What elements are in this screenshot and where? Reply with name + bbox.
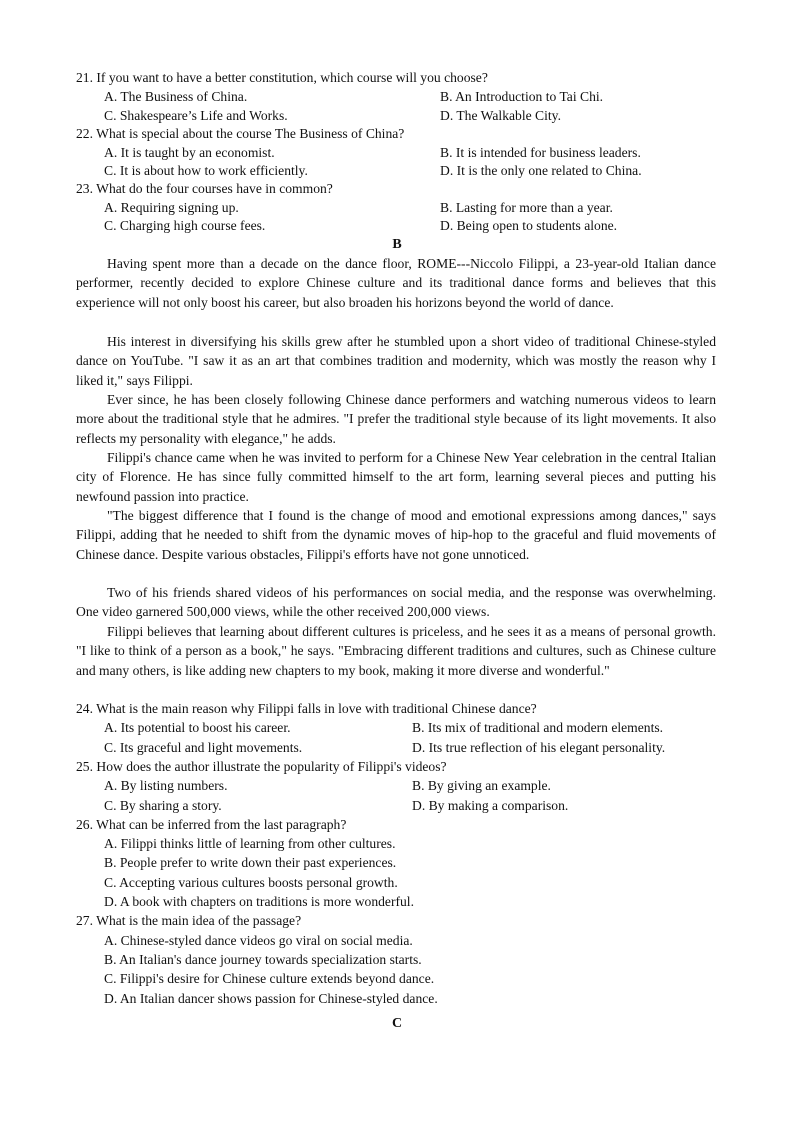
q21-option-b: B. An Introduction to Tai Chi. — [440, 89, 604, 104]
q22-option-b: B. It is intended for business leaders. — [440, 145, 641, 160]
q25-option-c: C. By sharing a story. — [104, 798, 222, 813]
passage-paragraph-3: Ever since, he has been closely following Chinese dance performers and watching numerous videos to learn more about the traditional style that he admires. "I prefer the traditional style because of its light movements. It also reflects my personality with elegance," he adds. — [76, 392, 716, 446]
q25-option-b: B. By giving an example. — [412, 778, 551, 793]
question-27: 27. What is the main idea of the passage? — [76, 913, 302, 928]
q26-option-c: C. Accepting various cultures boosts personal growth. — [104, 875, 398, 890]
q22-option-a: A. It is taught by an economist. — [104, 145, 275, 160]
q24-option-c: C. Its graceful and light movements. — [104, 740, 303, 755]
q23-option-c: C. Charging high course fees. — [104, 218, 266, 233]
q22-option-c: C. It is about how to work efficiently. — [104, 163, 308, 178]
q24-option-b: B. Its mix of traditional and modern elements. — [412, 720, 664, 735]
passage-paragraph-6: Two of his friends shared videos of his performances on social media, and the response was overwhelming. One video garnered 500,000 views, while the other received 200,000 views. — [76, 585, 716, 620]
q25-option-a: A. By listing numbers. — [104, 778, 228, 793]
q21-option-d: D. The Walkable City. — [440, 108, 561, 123]
q27-option-a: A. Chinese-styled dance videos go viral on social media. — [104, 933, 413, 948]
q21-option-a: A. The Business of China. — [104, 89, 248, 104]
passage-paragraph-4: Filippi's chance came when he was invited to perform for a Chinese New Year celebration in the central Italian city of Florence. He has since fully committed himself to the art form, learning several pieces and putting his newfound passion into practice. — [76, 450, 716, 504]
question-23: 23. What do the four courses have in common? — [76, 181, 333, 196]
q23-option-b: B. Lasting for more than a year. — [440, 200, 613, 215]
q22-option-d: D. It is the only one related to China. — [440, 163, 642, 178]
q26-option-a: A. Filippi thinks little of learning from other cultures. — [104, 836, 396, 851]
q24-option-a: A. Its potential to boost his career. — [104, 720, 291, 735]
q21-option-c: C. Shakespeare’s Life and Works. — [104, 108, 288, 123]
section-b-heading: B — [392, 237, 402, 252]
q26-option-d: D. A book with chapters on traditions is more wonderful. — [104, 894, 414, 909]
passage-paragraph-2: His interest in diversifying his skills grew after he stumbled upon a short video of traditional Chinese-styled dance on YouTube. "I saw it as an art that combines tradition and modernity, which was mostly the reason why I liked it," says Filippi. — [76, 334, 716, 388]
q25-option-d: D. By making a comparison. — [412, 798, 569, 813]
q23-option-a: A. Requiring signing up. — [104, 200, 239, 215]
passage-paragraph-7: Filippi believes that learning about different cultures is priceless, and he sees it as a means of personal growth. "I like to think of a person as a book," he says. "Embracing different traditions and cultures, such as Chinese culture and many others, is like adding new chapters to my book, making it more diverse and wonderful." — [76, 624, 716, 678]
passage-paragraph-5: "The biggest difference that I found is the change of mood and emotional expressions among dances," says Filippi, adding that he needed to shift from the dynamic moves of hip-hop to the graceful and fluid movements of Chinese dance. Despite various obstacles, Filippi's efforts have not gone unnoticed. — [76, 508, 716, 562]
q26-option-b: B. People prefer to write down their past experiences. — [104, 855, 397, 870]
q23-option-d: D. Being open to students alone. — [440, 218, 618, 233]
question-25: 25. How does the author illustrate the popularity of Filippi's videos? — [76, 759, 447, 774]
q27-option-d: D. An Italian dancer shows passion for Chinese-styled dance. — [104, 991, 438, 1006]
question-24: 24. What is the main reason why Filippi falls in love with traditional Chinese dance? — [76, 701, 537, 716]
passage-paragraph-1: Having spent more than a decade on the dance floor, ROME---Niccolo Filippi, a 23-year-old Italian dance performer, recently decided to explore Chinese culture and its traditional dance forms and believes that this experience will not only boost his career, but also broaden his horizons beyond the world of dance. — [76, 256, 716, 310]
question-26: 26. What can be inferred from the last paragraph? — [76, 817, 347, 832]
question-22: 22. What is special about the course The Business of China? — [76, 126, 405, 141]
q27-option-c: C. Filippi's desire for Chinese culture extends beyond dance. — [104, 971, 435, 986]
q27-option-b: B. An Italian's dance journey towards specialization starts. — [104, 952, 422, 967]
q24-option-d: D. Its true reflection of his elegant personality. — [412, 740, 666, 755]
section-c-heading: C — [391, 1016, 403, 1031]
question-21: 21. If you want to have a better constitution, which course will you choose? — [76, 70, 488, 85]
